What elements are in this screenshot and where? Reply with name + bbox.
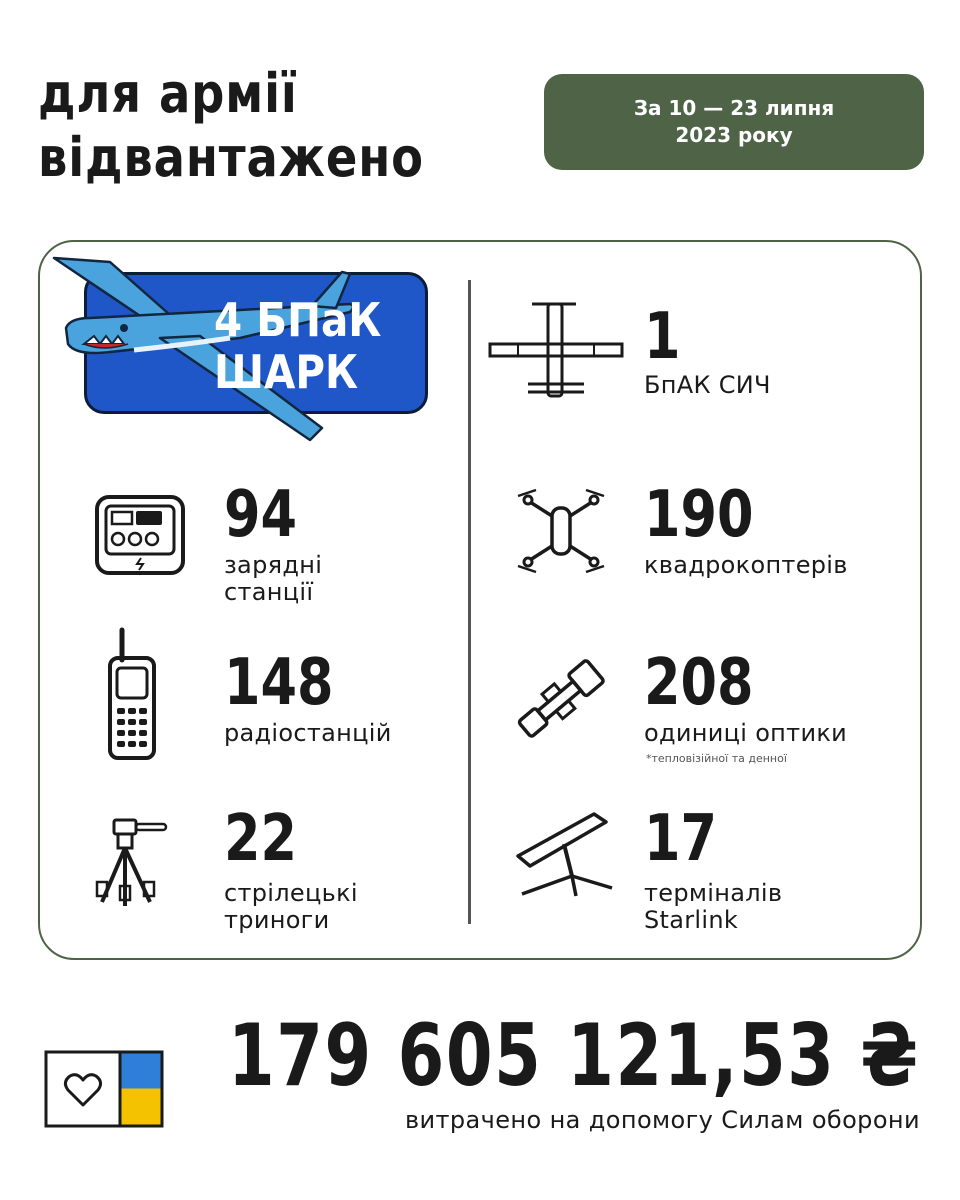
stat-label-line: станції: [224, 578, 314, 606]
stat-label-line: БпАК СИЧ: [644, 371, 771, 399]
stat-number: 1: [644, 300, 681, 374]
total-amount: 179 605 121,53 ₴: [228, 1006, 920, 1106]
stat-label-line: триноги: [224, 906, 330, 934]
power-station-icon: [94, 494, 186, 576]
stat-label-line: радіостанцій: [224, 719, 392, 747]
stat-number: 190: [644, 478, 754, 552]
date-line-2: 2023 року: [675, 123, 793, 147]
fixed-wing-drone-icon: [488, 300, 624, 400]
total-label: витрачено на допомогу Силам оборони: [404, 1106, 920, 1134]
stat-label: [224, 880, 358, 934]
stat-label: [644, 552, 848, 579]
stat-number: 208: [644, 646, 754, 720]
title-line-2: відвантажено: [38, 126, 424, 189]
stat-footnote: *тепловізійної та денної: [646, 752, 787, 765]
stat-label: [644, 372, 771, 399]
stat-label-line: одиниці оптики: [644, 719, 848, 747]
hero-label: [214, 294, 399, 398]
date-badge: [544, 74, 924, 170]
radio-icon: [106, 628, 158, 760]
page-title: [38, 62, 424, 190]
stat-number: 148: [224, 646, 334, 720]
hero-line-1: 4 БПаК: [214, 293, 382, 347]
tripod-icon: [94, 818, 168, 912]
rifle-scope-icon: [512, 652, 608, 748]
stat-label-line: Starlink: [644, 906, 739, 934]
title-line-1: для армії: [38, 62, 298, 125]
stat-label: [224, 552, 322, 606]
stat-number: 94: [224, 478, 298, 552]
stat-number: 17: [644, 802, 718, 876]
stat-number: 22: [224, 802, 298, 876]
starlink-dish-icon: [512, 810, 616, 898]
stat-label-line: стрілецькі: [224, 879, 358, 907]
stat-label-line: квадрокоптерів: [644, 551, 848, 579]
stat-label: [224, 720, 392, 747]
stat-label: [644, 880, 782, 934]
heart-flag-logo-icon: [44, 1050, 164, 1128]
stat-label-line: зарядні: [224, 551, 323, 579]
date-line-1: За 10 — 23 липня: [633, 96, 835, 120]
stat-label: [644, 720, 847, 747]
column-divider: [468, 280, 471, 924]
hero-line-2: ШАРК: [214, 345, 359, 399]
quadcopter-icon: [516, 486, 606, 576]
stat-label-line: терміналів: [644, 879, 783, 907]
